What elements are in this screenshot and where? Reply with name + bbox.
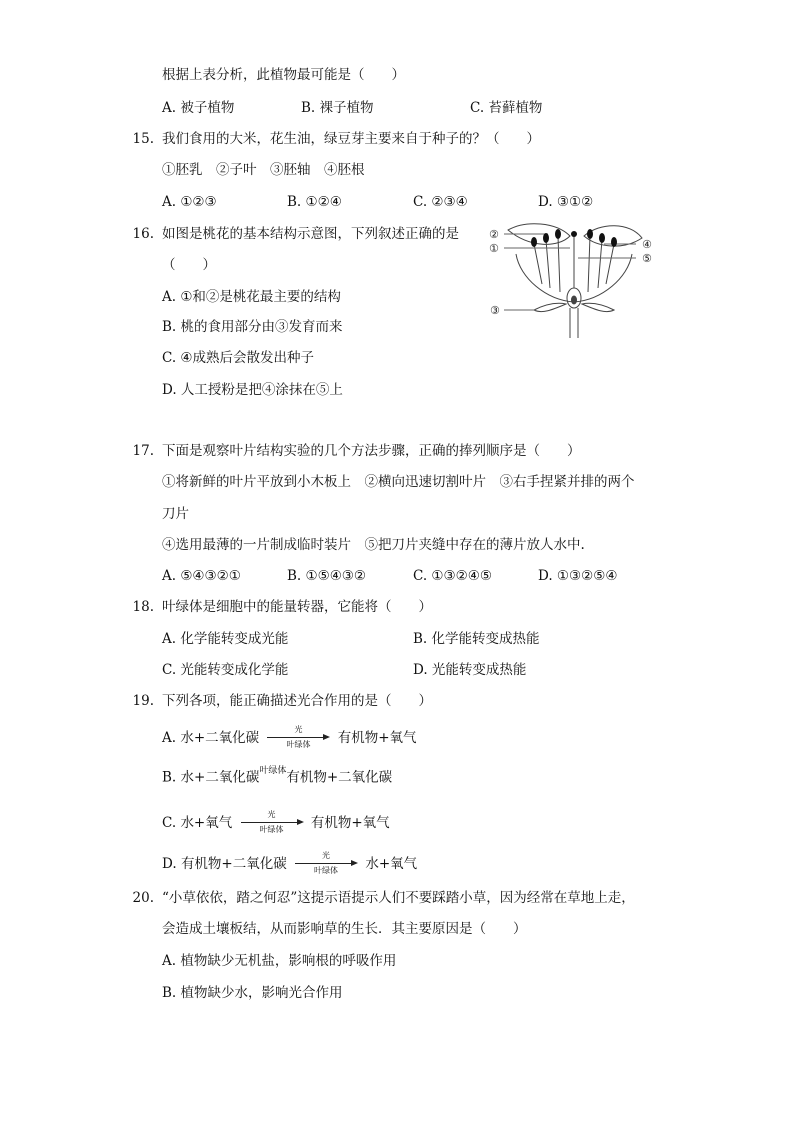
anther [555, 229, 561, 239]
q18-number: 18. [132, 599, 154, 615]
q15-option-a[interactable]: A. ①②③ [162, 194, 217, 210]
arrow-condition-top: 光 [322, 851, 331, 860]
q19-option-c-products: 有机物+氧气 [310, 815, 390, 831]
q19-option-c-reactants: 水+氧气 [180, 815, 233, 831]
q19-option-a[interactable] [162, 725, 417, 751]
q17-option-d[interactable]: D. ①③②⑤④ [538, 568, 618, 584]
q16-option-d[interactable]: D. 人工授粉是把④涂抹在⑤上 [162, 382, 343, 398]
reaction-arrow [265, 725, 331, 751]
q15-option-c[interactable]: C. ②③④ [413, 194, 468, 210]
arrow-condition-bottom: 叶绿体 [286, 740, 311, 749]
q19-option-b-products: 有机物+二氧化碳 [286, 769, 393, 786]
q18-option-d[interactable]: D. 光能转变成热能 [413, 662, 527, 678]
arrow-condition-top: 光 [267, 810, 276, 819]
q20-option-a[interactable]: A. 植物缺少无机盐，影响根的呼吸作用 [162, 953, 397, 969]
q19-option-a-label: A. [162, 730, 177, 746]
q18-stem: 叶绿体是细胞中的能量转器，它能将（ ） [162, 599, 432, 615]
peach-flower-diagram [486, 218, 662, 338]
reaction-arrow [293, 851, 359, 877]
q17-option-b[interactable]: B. ①⑤④③② [287, 568, 367, 584]
q19-stem: 下列各项，能正确描述光合作用的是（ ） [162, 693, 432, 709]
anther [599, 233, 605, 243]
arrow-condition-bottom: 叶绿体 [259, 825, 284, 834]
reaction-arrow [239, 810, 305, 836]
anther [531, 237, 537, 247]
q16-option-a[interactable]: A. ①和②是桃花最主要的结构 [162, 289, 341, 305]
q20-option-b[interactable]: B. 植物缺少水，影响光合作用 [162, 985, 343, 1001]
q17-steps-line3: ④选用最薄的一片制成临时装片 ⑤把刀片夹缝中存在的薄片放人水中. [162, 537, 585, 553]
q15-number: 15. [132, 131, 154, 147]
q19-option-b-label: B. [162, 769, 177, 786]
stigma [571, 231, 577, 237]
q14-option-a[interactable]: A. 被子植物 [162, 100, 235, 116]
label-1: ① [489, 242, 499, 255]
anther [587, 229, 593, 239]
q15-stem: 我们食用的大米，花生油，绿豆芽主要来自于种子的？（ ） [162, 131, 540, 147]
q14-stem-tail: 根据上表分析，此植物最可能是（ ） [162, 67, 405, 83]
q19-option-d-products: 水+氧气 [365, 856, 418, 872]
q15-items: ①胚乳 ②子叶 ③胚轴 ④胚根 [162, 162, 365, 178]
arrow-condition-top: 光 [294, 725, 303, 734]
q20-number: 20. [132, 890, 154, 906]
label-2: ② [489, 228, 499, 241]
q19-option-d-label: D. [162, 856, 177, 872]
q15-option-d[interactable]: D. ③①② [538, 194, 594, 210]
q19-option-c-label: C. [162, 815, 177, 831]
arrow-condition-bottom: 叶绿体 [314, 866, 339, 875]
q16-answer-paren: （ ） [162, 257, 216, 273]
q17-steps-line2: 刀片 [162, 506, 189, 522]
q17-option-c[interactable]: C. ①③②④⑤ [413, 568, 492, 584]
label-5: ⑤ [642, 252, 652, 265]
q19-option-c[interactable] [162, 810, 390, 836]
q18-option-a[interactable]: A. 化学能转变成光能 [162, 631, 289, 647]
q19-option-b-condition: 叶绿体 [259, 765, 287, 776]
ovule [572, 296, 577, 304]
left-sepal [534, 303, 566, 311]
q19-option-a-reactants: 水+二氧化碳 [180, 730, 260, 746]
q14-option-b[interactable]: B. 裸子植物 [301, 100, 374, 116]
q17-option-a[interactable]: A. ⑤④③②① [162, 568, 241, 584]
q17-steps-line1: ①将新鲜的叶片平放到小木板上 ②横向迅速切割叶片 ③右手捏紧并排的两个 [162, 474, 635, 490]
q19-option-b[interactable] [162, 765, 393, 787]
q16-number: 16. [132, 226, 154, 242]
q19-option-b-reactants: 水+二氧化碳 [180, 769, 260, 786]
q17-stem: 下面是观察叶片结构实验的几个方法步骤，正确的捧列顺序是（ ） [162, 443, 581, 459]
anther [611, 237, 617, 247]
label-3: ③ [490, 304, 500, 317]
q20-stem-line2: 会造成土壤板结，从而影响草的生长．其主要原因是（ ） [162, 921, 527, 937]
q18-option-b[interactable]: B. 化学能转变成热能 [413, 631, 540, 647]
q19-option-d[interactable] [162, 851, 417, 877]
q16-option-c[interactable]: C. ④成熟后会散发出种子 [162, 350, 315, 366]
label-4: ④ [642, 238, 652, 251]
anther [543, 233, 549, 243]
q16-option-b[interactable]: B. 桃的食用部分由③发育而来 [162, 319, 343, 335]
q19-number: 19. [132, 693, 154, 709]
q19-option-d-reactants: 有机物+二氧化碳 [180, 856, 287, 872]
q19-option-a-products: 有机物+氧气 [337, 730, 417, 746]
right-sepal [582, 303, 614, 311]
q18-option-c[interactable]: C. 光能转变成化学能 [162, 662, 289, 678]
q16-stem: 如图是桃花的基本结构示意图，下列叙述正确的是 [162, 226, 459, 242]
q14-option-c[interactable]: C. 苔藓植物 [470, 100, 543, 116]
leader-lines [504, 234, 636, 310]
q15-option-b[interactable]: B. ①②④ [287, 194, 342, 210]
q20-stem-line1: “小草依依，踏之何忍”这提示语提示人们不要踩踏小草，因为经常在草地上走， [162, 890, 635, 906]
stem [570, 308, 578, 338]
q17-number: 17. [132, 443, 154, 459]
